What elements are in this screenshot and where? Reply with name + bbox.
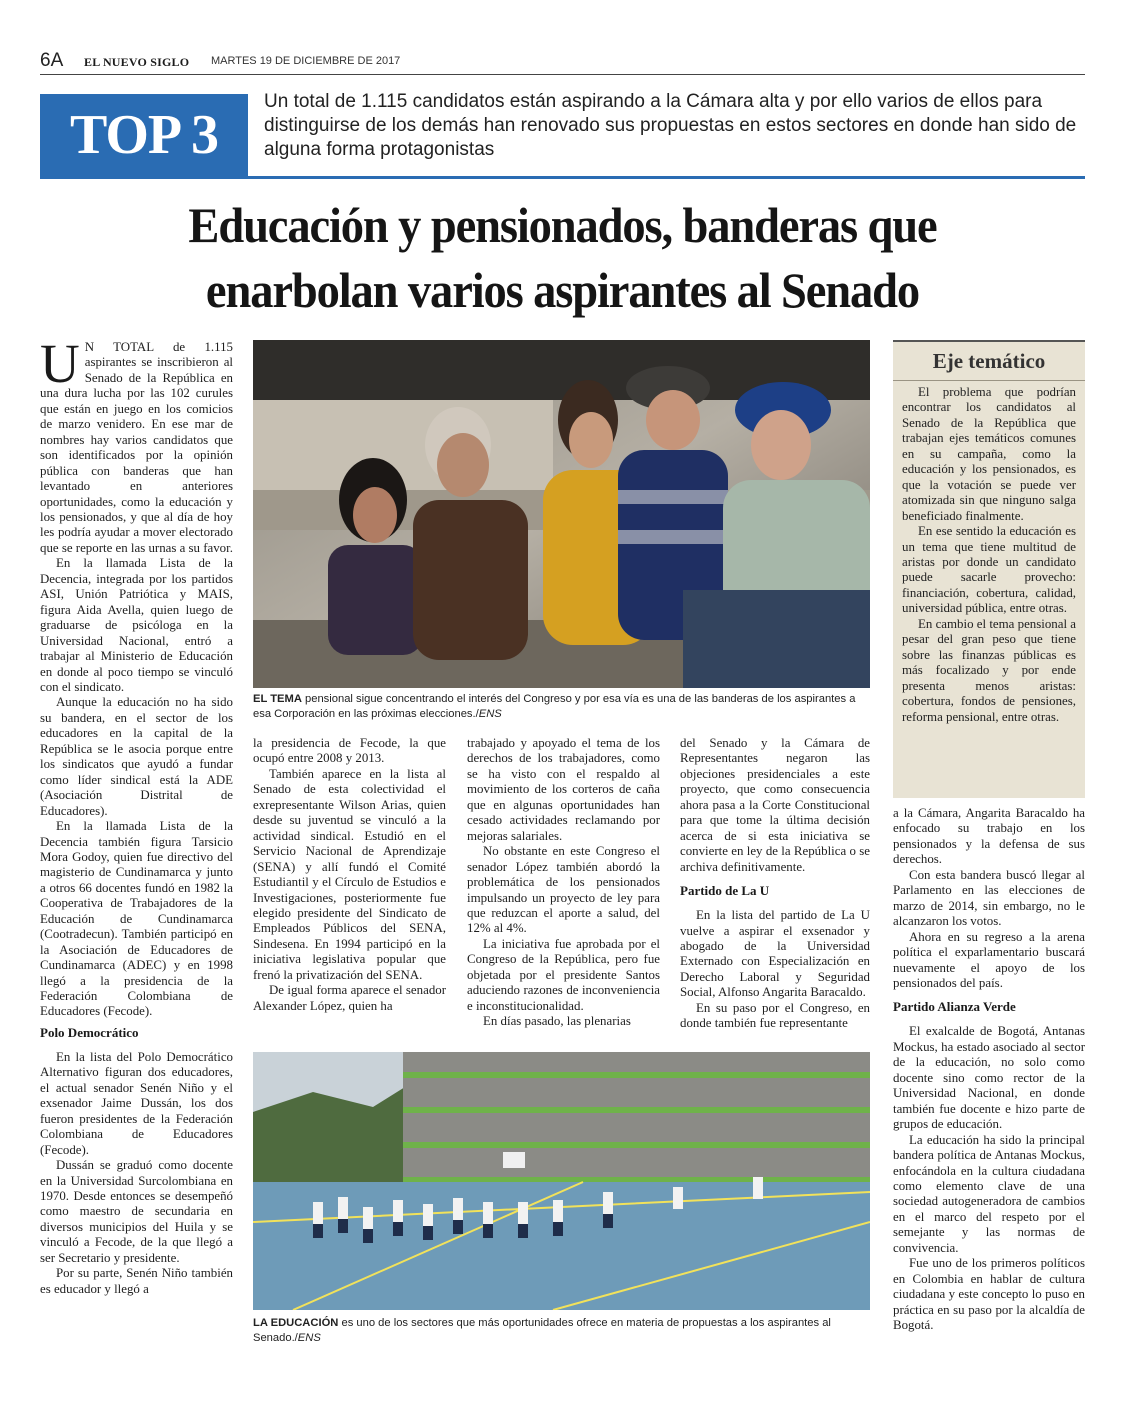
photo-school-yard [253,1052,870,1310]
sidebar-paragraph: En ese sentido la educación es un tema que tiene multitud de aristas por donde un candidato puede sacarle provecho: financiación, cobertura, calidad, universidad pública, entre otras. [902,524,1076,616]
caption-lead: EL TEMA [253,693,302,705]
sidebar-paragraph: En cambio el tema pensional a pesar del gran peso que tiene sobre las finanzas públicas es más focalizado y por ende presenta menos aristas: cobertura, fondos de pensiones, reforma pensional, entre otras. [902,616,1076,724]
paragraph: la presidencia de Fecode, la que ocupó entre 2008 y 2013. [253,736,446,766]
sidebar-title: Eje temático [893,342,1085,381]
sidebar-body [893,381,1085,725]
lead-paragraph [40,333,233,556]
paragraph: En su paso por el Congreso, en donde también fue representante [680,1000,870,1031]
caption-text: es uno de los sectores que más oportunidades ofrece en materia de propuestas a los aspirantes al Senado./ [253,1317,831,1344]
photo-school-yard-caption [253,1316,870,1346]
caption-text: pensional sigue concentrando el interés del Congreso y por esa vía es una de las banderas de los aspirantes a esa Corporación en las próximas elecciones./ [253,693,856,720]
photo-pensioners-image [253,340,870,688]
article-column-3 [467,736,660,1030]
paragraph: También aparece en la lista al Senado de esta colectividad el exrepresentante Wilson Arias, quien desde su juventud se vinculó a la actividad sindical. Estudió en el Servicio Nacional de Aprendizaje (SENA) y allí fundó el Comité Estudiantil y el Círculo de Estudios e Investigaciones, posteriormente fue elegido presidente del Sindicato de Empleados Públicos del SENA, Sindesena. En 1994 participó en la iniciativa legislativa popular que frenó la privatización del SENA. [253,766,446,982]
paragraph: En la lista del Polo Democrático Alternativo figuran dos educadores, el actual senador Senén Niño y el exsenador Jaime Dussán, los dos fueron presidentes de la Federación Colombiana de Educadores (Fecode). [40,1049,233,1157]
banner-divider [40,176,1085,179]
paragraph: Con esta bandera buscó llegar al Parlamento en las elecciones de marzo de 2014, sin embargo, no le alcanzaron los votos. [893,867,1085,929]
lead-paragraph-text: N TOTAL de 1.115 aspirantes se inscribieron al Senado de la República en una dura lucha por las 102 curules que están en juego en los comicios de marzo venidero. En ese mar de nombres hay varios candidatos que son identificados por la opinión pública con banderas que han levantado en anteriores oportunidades, como la educación y los pensionados, y que al día de hoy les podría ayudar a mover electorado que se reporte en las urnas a su favor. [40,340,233,555]
caption-lead: LA EDUCACIÓN [253,1317,339,1329]
paragraph: Dussán se graduó como docente en la Universidad Surcolombiana en 1970. Desde entonces se desempeñó como maestro de secundaria en diversos municipios del Huila y se vinculó a Fecode, de la que llegó a ser Secretario y presidente. [40,1158,233,1265]
headline-line-1: Educación y pensionados, banderas que [188,197,937,253]
paragraph: a la Cámara, Angarita Baracaldo ha enfocado su trabajo en los pensionados y la defensa de sus derechos. [893,806,1085,867]
paragraph: En la llamada Lista de la Decencia, integrada por los partidos ASI, Unión Patriótica y MAIS, figura Aida Avella, quien luego de graduarse de psicóloga en la Universidad Nacional, entró a trabajar al Ministerio de Educación en donde al poco tiempo se vinculó con el sindicato. [40,556,233,694]
top3-badge [40,94,248,176]
photo-school-yard-image [253,1052,870,1310]
paragraph: De igual forma aparece el senador Alexander López, quien ha [253,983,446,1013]
photo-credit: ENS [478,708,502,720]
drop-cap: U [40,333,80,394]
photo-pensioners [253,340,870,688]
page-header [40,50,1085,75]
paragraph: La iniciativa fue aprobada por el Congreso de la República, pero fue objetada por el presidente Santos aduciendo razones de inconveniencia e inconstitucionalidad. [467,936,660,1013]
photo-pensioners-caption [253,692,870,722]
article-column-1 [40,333,233,1297]
photo-credit: ENS [297,1332,321,1344]
banner-intro-text: Un total de 1.115 candidatos están aspirando a la Cámara alta y por ello varios de ellos para distinguirse de los demás han renovado sus propuestas en estos sectores en donde han sido de alguna forma protagonistas [264,91,1077,160]
paragraph: trabajado y apoyado el tema de los derechos de los trabajadores, como se ha visto con el respaldo al movimiento de los corteros de caña que en algunas oportunidades han cesado actividades reclamando por mejoras salariales. [467,736,660,843]
top3-label: TOP 3 [69,104,218,166]
paragraph: En la llamada Lista de la Decencia también figura Tarsicio Mora Godoy, quien fue directivo del magisterio de Cundinamarca y junto a otros 66 docentes fundó en 1982 la Cooperativa de Trabajadores de la Educación de Cundinamarca (Cootradecun). También participó en la Asociación de Educadores de Cundinamarca (ADEC) y en 1998 llegó a la presidencia de la Federación Colombiana de Educadores (Fecode). [40,819,233,1019]
subhead-partido-alianza-verde: Partido Alianza Verde [893,999,1016,1015]
subhead-partido-de-la-u: Partido de La U [680,883,770,899]
headline-line-2: enarbolan varios aspirantes al Senado [205,262,920,318]
page-number: 6A [40,50,64,71]
paragraph: Aunque la educación no ha sido su bandera, en el sector de los educadores en la capital de la República se le asocia porque entre los sindicatos que ayudó a fundar como líder sindical está la ADE (Asociación Distrital de Educadores). [40,695,233,818]
sidebar-paragraph: El problema que podrían encontrar los candidatos al Senado de la República que trabajan ejes temáticos comunes en su campaña, como la educación y los pensionados, es que la votación se puede ver atomizada sin que ninguno salga beneficiado finalmente. [902,385,1076,523]
article-column-5 [893,806,1085,1334]
article-column-2 [253,736,446,1014]
paragraph: El exalcalde de Bogotá, Antanas Mockus, ha estado asociado al sector de la educación, no solo como docente sino como rector de la Universidad Nacional, en donde también fue docente e hizo parte de grupos de educación. [893,1024,1085,1132]
article-headline [77,193,1049,323]
paragraph: Fue uno de los primeros políticos en Colombia en hablar de cultura ciudadana y este concepto lo puso en práctica en su paso por la alcaldía de Bogotá. [893,1256,1085,1333]
paragraph: En la lista del partido de La U vuelve a aspirar el exsenador y abogado de la Universidad Externado con Especialización en Derecho Laboral y Seguridad Social, Alfonso Angarita Baracaldo. [680,908,870,1000]
article-column-4 [680,736,870,1032]
paragraph: del Senado y la Cámara de Representantes negaron las objeciones presidenciales a este proyecto, que como consecuencia ahora pasa a la Corte Constitucional para que tome la última decisión acerca de si esta iniciativa se convierte en ley de la República o se archiva definitivamente. [680,736,870,874]
subhead-polo-democratico: Polo Democrático [40,1024,139,1040]
paragraph: Ahora en su regreso a la arena política el exparlamentario buscará nuevamente el apoyo de los pensionados del país. [893,929,1085,990]
sidebar-eje-tematico [893,340,1085,798]
publication-date: MARTES 19 DE DICIEMBRE DE 2017 [211,55,401,67]
masthead: EL NUEVO SIGLO [84,55,190,69]
paragraph: Por su parte, Senén Niño también es educador y llegó a [40,1266,233,1296]
paragraph: En días pasado, las plenarias [483,1014,631,1029]
paragraph: La educación ha sido la principal bandera política de Antanas Mockus, enfocándola en la cultura ciudadana como elemento clave de una sociedad autogeneradora de cambios en el marco del respeto por el semejante y las normas de convivencia. [893,1132,1085,1255]
paragraph: No obstante en este Congreso el senador López también abordó la problemática de los pensionados impulsando un proyecto de ley para que reduzcan el aporte a salud, del 12% al 4%. [467,844,660,936]
